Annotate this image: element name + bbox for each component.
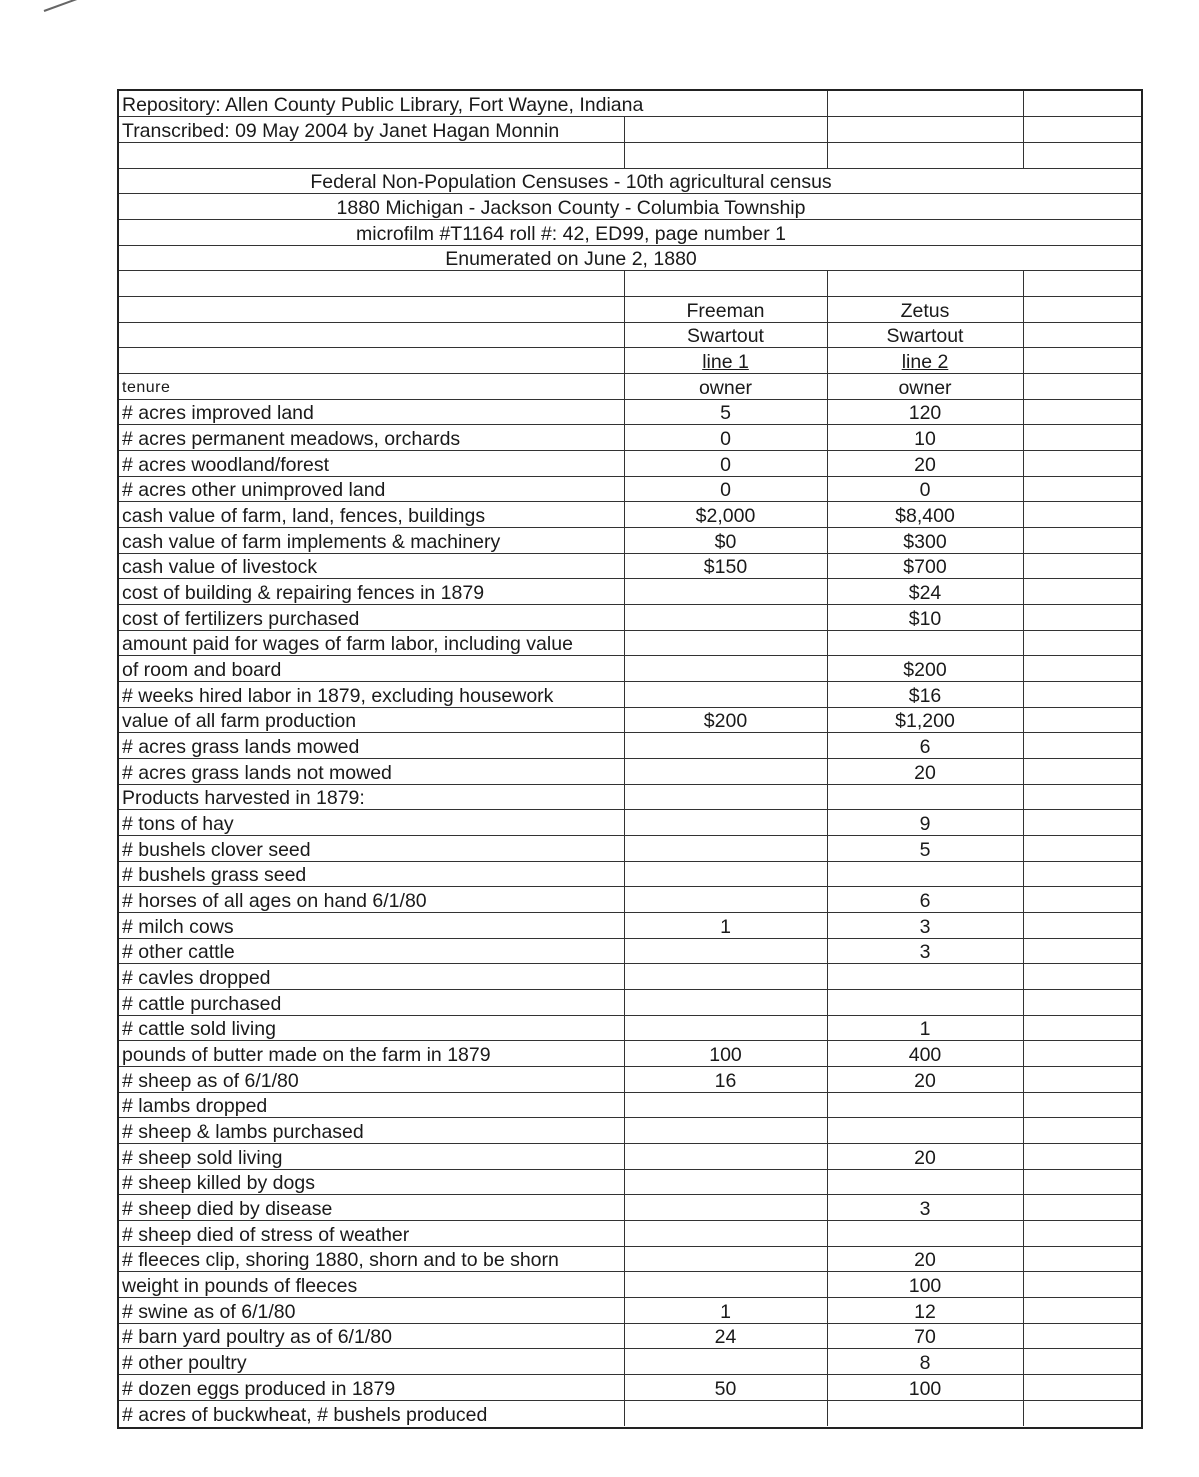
- empty-cell: [119, 142, 624, 168]
- value-zetus: 20: [827, 1246, 1023, 1272]
- empty-cell: [1023, 630, 1141, 656]
- spacer-row: [119, 142, 1141, 168]
- row-label: amount paid for wages of farm labor, including value: [119, 630, 624, 656]
- value-freeman: [624, 1118, 827, 1144]
- table-row: [119, 733, 1141, 759]
- row-label: # other poultry: [119, 1349, 624, 1375]
- column-header-line-row: [119, 348, 1141, 374]
- column-header-line-cell: [827, 348, 1023, 374]
- row-label: cash value of farm, land, fences, buildings: [119, 502, 624, 528]
- empty-cell: [1023, 835, 1141, 861]
- row-label: # sheep died of stress of weather: [119, 1221, 624, 1247]
- table-row: [119, 784, 1141, 810]
- row-label: # horses of all ages on hand 6/1/80: [119, 887, 624, 913]
- value-freeman: $0: [624, 527, 827, 553]
- empty-cell: [827, 117, 1023, 143]
- table-row: [119, 758, 1141, 784]
- empty-cell: [1023, 1400, 1141, 1426]
- row-label: cost of building & repairing fences in 1879: [119, 579, 624, 605]
- empty-cell: [1023, 913, 1141, 939]
- value-freeman: [624, 579, 827, 605]
- census-title: Federal Non-Population Censuses - 10th agricultural census: [119, 168, 1023, 194]
- row-label: # sheep sold living: [119, 1144, 624, 1170]
- row-label: cash value of farm implements & machinery: [119, 527, 624, 553]
- empty-cell: [1023, 784, 1141, 810]
- value-freeman: [624, 784, 827, 810]
- empty-cell: [1023, 553, 1141, 579]
- table-row: [119, 990, 1141, 1016]
- empty-cell: [1023, 1169, 1141, 1195]
- table-row: [119, 604, 1141, 630]
- empty-cell: [1023, 245, 1141, 271]
- table-row: [119, 913, 1141, 939]
- value-zetus: 3: [827, 938, 1023, 964]
- value-zetus: $10: [827, 604, 1023, 630]
- row-label: # cavles dropped: [119, 964, 624, 990]
- value-freeman: [624, 1246, 827, 1272]
- row-label: value of all farm production: [119, 707, 624, 733]
- scan-pen-mark: [44, 0, 103, 12]
- empty-cell: [1023, 296, 1141, 322]
- empty-cell: [1023, 527, 1141, 553]
- table-row: [119, 835, 1141, 861]
- value-freeman: $2,000: [624, 502, 827, 528]
- value-freeman: $150: [624, 553, 827, 579]
- table-row: [119, 1144, 1141, 1170]
- value-zetus: 10: [827, 425, 1023, 451]
- empty-cell: [1023, 1375, 1141, 1401]
- empty-cell: [827, 271, 1023, 297]
- row-label: # bushels clover seed: [119, 835, 624, 861]
- empty-cell: [624, 142, 827, 168]
- column-header-last-name-row: [119, 322, 1141, 348]
- empty-cell: [1023, 142, 1141, 168]
- row-label: tenure: [119, 373, 624, 399]
- transcribed-text: Transcribed: 09 May 2004 by Janet Hagan Monnin: [119, 117, 624, 143]
- row-label: pounds of butter made on the farm in 1879: [119, 1041, 624, 1067]
- value-zetus: 120: [827, 399, 1023, 425]
- empty-cell: [1023, 656, 1141, 682]
- value-freeman: [624, 681, 827, 707]
- table-row: [119, 1400, 1141, 1426]
- empty-cell: [1023, 604, 1141, 630]
- column-header-first-name: Zetus: [827, 296, 1023, 322]
- empty-cell: [119, 271, 624, 297]
- value-zetus: 20: [827, 758, 1023, 784]
- empty-cell: [119, 322, 624, 348]
- value-freeman: 0: [624, 450, 827, 476]
- row-label: # acres grass lands not mowed: [119, 758, 624, 784]
- table-row: [119, 1298, 1141, 1324]
- value-zetus: [827, 990, 1023, 1016]
- value-zetus: 5: [827, 835, 1023, 861]
- value-zetus: [827, 1169, 1023, 1195]
- empty-cell: [119, 296, 624, 322]
- value-zetus: $200: [827, 656, 1023, 682]
- census-table-body: [119, 91, 1141, 1426]
- value-zetus: [827, 1400, 1023, 1426]
- column-header-first-name-row: [119, 296, 1141, 322]
- value-freeman: [624, 656, 827, 682]
- table-row: [119, 1349, 1141, 1375]
- row-label: # bushels grass seed: [119, 861, 624, 887]
- value-zetus: $24: [827, 579, 1023, 605]
- empty-cell: [1023, 219, 1141, 245]
- column-header-line-cell: [624, 348, 827, 374]
- empty-cell: [1023, 322, 1141, 348]
- transcribed-row: [119, 117, 1141, 143]
- value-zetus: [827, 1221, 1023, 1247]
- microfilm-reference: microfilm #T1164 roll #: 42, ED99, page number 1: [119, 219, 1023, 245]
- row-label: weight in pounds of fleeces: [119, 1272, 624, 1298]
- table-row: [119, 527, 1141, 553]
- row-label: cash value of livestock: [119, 553, 624, 579]
- empty-cell: [1023, 681, 1141, 707]
- row-label: # other cattle: [119, 938, 624, 964]
- census-table: [119, 91, 1141, 1426]
- table-row: [119, 1118, 1141, 1144]
- empty-cell: [1023, 1349, 1141, 1375]
- value-freeman: 1: [624, 913, 827, 939]
- value-zetus: 400: [827, 1041, 1023, 1067]
- table-row: [119, 810, 1141, 836]
- value-zetus: 20: [827, 450, 1023, 476]
- empty-cell: [1023, 399, 1141, 425]
- table-row: [119, 579, 1141, 605]
- value-zetus: 6: [827, 887, 1023, 913]
- empty-cell: [1023, 733, 1141, 759]
- value-freeman: [624, 1015, 827, 1041]
- empty-cell: [1023, 450, 1141, 476]
- spacer-row: [119, 271, 1141, 297]
- empty-cell: [1023, 938, 1141, 964]
- row-label: # dozen eggs produced in 1879: [119, 1375, 624, 1401]
- empty-cell: [1023, 502, 1141, 528]
- column-header-last-name: Swartout: [827, 322, 1023, 348]
- row-label: # fleeces clip, shoring 1880, shorn and to be shorn: [119, 1246, 624, 1272]
- column-header-first-name: Freeman: [624, 296, 827, 322]
- table-row: [119, 1375, 1141, 1401]
- value-zetus: 100: [827, 1375, 1023, 1401]
- empty-cell: [1023, 168, 1141, 194]
- empty-cell: [1023, 861, 1141, 887]
- empty-cell: [1023, 579, 1141, 605]
- value-freeman: [624, 835, 827, 861]
- empty-cell: [1023, 1015, 1141, 1041]
- empty-cell: [1023, 373, 1141, 399]
- value-freeman: [624, 1092, 827, 1118]
- value-zetus: $16: [827, 681, 1023, 707]
- empty-cell: [1023, 91, 1141, 117]
- row-label: # acres grass lands mowed: [119, 733, 624, 759]
- value-freeman: 16: [624, 1067, 827, 1093]
- value-freeman: [624, 938, 827, 964]
- empty-cell: [1023, 1041, 1141, 1067]
- value-freeman: 0: [624, 425, 827, 451]
- table-row: [119, 1272, 1141, 1298]
- row-label: # cattle purchased: [119, 990, 624, 1016]
- enumeration-date: Enumerated on June 2, 1880: [119, 245, 1023, 271]
- row-label: of room and board: [119, 656, 624, 682]
- table-row: [119, 425, 1141, 451]
- row-label: # cattle sold living: [119, 1015, 624, 1041]
- value-freeman: $200: [624, 707, 827, 733]
- table-row: [119, 1092, 1141, 1118]
- column-header-last-name: Swartout: [624, 322, 827, 348]
- empty-cell: [1023, 964, 1141, 990]
- table-row: [119, 1041, 1141, 1067]
- row-label: # lambs dropped: [119, 1092, 624, 1118]
- empty-cell: [1023, 1144, 1141, 1170]
- value-zetus: owner: [827, 373, 1023, 399]
- value-zetus: 3: [827, 913, 1023, 939]
- empty-cell: [1023, 1323, 1141, 1349]
- value-freeman: [624, 758, 827, 784]
- title-row-4: [119, 245, 1141, 271]
- row-label: # sheep died by disease: [119, 1195, 624, 1221]
- table-row: [119, 476, 1141, 502]
- value-zetus: $1,200: [827, 707, 1023, 733]
- row-label: # acres woodland/forest: [119, 450, 624, 476]
- empty-cell: [1023, 194, 1141, 220]
- table-row: [119, 502, 1141, 528]
- table-row: [119, 1067, 1141, 1093]
- value-zetus: 9: [827, 810, 1023, 836]
- table-row: [119, 1169, 1141, 1195]
- census-location: 1880 Michigan - Jackson County - Columbia Township: [119, 194, 1023, 220]
- value-freeman: 50: [624, 1375, 827, 1401]
- value-zetus: [827, 1092, 1023, 1118]
- table-row: [119, 964, 1141, 990]
- value-freeman: [624, 1144, 827, 1170]
- value-freeman: [624, 604, 827, 630]
- value-freeman: [624, 1221, 827, 1247]
- empty-cell: [1023, 990, 1141, 1016]
- value-zetus: $8,400: [827, 502, 1023, 528]
- row-label: # barn yard poultry as of 6/1/80: [119, 1323, 624, 1349]
- empty-cell: [1023, 348, 1141, 374]
- row-label: # acres improved land: [119, 399, 624, 425]
- row-label: # sheep as of 6/1/80: [119, 1067, 624, 1093]
- table-row: [119, 1323, 1141, 1349]
- empty-cell: [1023, 887, 1141, 913]
- empty-cell: [1023, 271, 1141, 297]
- empty-cell: [1023, 1092, 1141, 1118]
- empty-cell: [1023, 758, 1141, 784]
- value-freeman: [624, 1195, 827, 1221]
- value-freeman: [624, 1272, 827, 1298]
- value-freeman: 100: [624, 1041, 827, 1067]
- column-header-line: line 2: [901, 350, 949, 373]
- empty-cell: [1023, 1272, 1141, 1298]
- value-zetus: 8: [827, 1349, 1023, 1375]
- value-freeman: [624, 990, 827, 1016]
- empty-cell: [1023, 117, 1141, 143]
- value-zetus: [827, 1118, 1023, 1144]
- value-freeman: [624, 1400, 827, 1426]
- empty-cell: [119, 348, 624, 374]
- table-row: [119, 553, 1141, 579]
- table-row: [119, 399, 1141, 425]
- empty-cell: [827, 91, 1023, 117]
- empty-cell: [827, 142, 1023, 168]
- row-label: # milch cows: [119, 913, 624, 939]
- value-freeman: [624, 810, 827, 836]
- value-zetus: [827, 784, 1023, 810]
- value-zetus: [827, 861, 1023, 887]
- row-label: # acres permanent meadows, orchards: [119, 425, 624, 451]
- census-transcription-sheet: [117, 89, 1143, 1429]
- row-label: # acres of buckwheat, # bushels produced: [119, 1400, 624, 1426]
- row-label: cost of fertilizers purchased: [119, 604, 624, 630]
- value-freeman: [624, 733, 827, 759]
- value-zetus: 20: [827, 1144, 1023, 1170]
- value-zetus: 100: [827, 1272, 1023, 1298]
- table-row: [119, 1246, 1141, 1272]
- empty-cell: [624, 117, 827, 143]
- value-freeman: [624, 1169, 827, 1195]
- value-freeman: [624, 1349, 827, 1375]
- repository-row: [119, 91, 1141, 117]
- table-row: [119, 630, 1141, 656]
- row-label: # swine as of 6/1/80: [119, 1298, 624, 1324]
- value-zetus: 70: [827, 1323, 1023, 1349]
- table-row: [119, 887, 1141, 913]
- row-label: Products harvested in 1879:: [119, 784, 624, 810]
- title-row-2: [119, 194, 1141, 220]
- empty-cell: [624, 271, 827, 297]
- table-row: [119, 861, 1141, 887]
- empty-cell: [1023, 476, 1141, 502]
- value-freeman: [624, 861, 827, 887]
- value-zetus: 3: [827, 1195, 1023, 1221]
- empty-cell: [1023, 1067, 1141, 1093]
- value-freeman: [624, 630, 827, 656]
- column-header-line: line 1: [702, 350, 749, 373]
- title-row-1: [119, 168, 1141, 194]
- table-row: [119, 450, 1141, 476]
- empty-cell: [1023, 707, 1141, 733]
- value-zetus: 1: [827, 1015, 1023, 1041]
- empty-cell: [1023, 1298, 1141, 1324]
- value-zetus: 0: [827, 476, 1023, 502]
- table-row: [119, 373, 1141, 399]
- empty-cell: [1023, 1221, 1141, 1247]
- table-row: [119, 1221, 1141, 1247]
- table-row: [119, 656, 1141, 682]
- repository-text: Repository: Allen County Public Library, Fort Wayne, Indiana: [119, 91, 827, 117]
- table-row: [119, 681, 1141, 707]
- row-label: # sheep killed by dogs: [119, 1169, 624, 1195]
- value-zetus: 6: [827, 733, 1023, 759]
- row-label: # acres other unimproved land: [119, 476, 624, 502]
- empty-cell: [1023, 1246, 1141, 1272]
- table-row: [119, 707, 1141, 733]
- value-zetus: 20: [827, 1067, 1023, 1093]
- value-zetus: $700: [827, 553, 1023, 579]
- empty-cell: [1023, 425, 1141, 451]
- empty-cell: [1023, 810, 1141, 836]
- value-freeman: 0: [624, 476, 827, 502]
- title-row-3: [119, 219, 1141, 245]
- value-freeman: [624, 964, 827, 990]
- value-zetus: [827, 630, 1023, 656]
- row-label: # weeks hired labor in 1879, excluding housework: [119, 681, 624, 707]
- value-freeman: owner: [624, 373, 827, 399]
- empty-cell: [1023, 1118, 1141, 1144]
- empty-cell: [1023, 1195, 1141, 1221]
- value-freeman: 24: [624, 1323, 827, 1349]
- table-row: [119, 938, 1141, 964]
- value-zetus: $300: [827, 527, 1023, 553]
- value-freeman: [624, 887, 827, 913]
- value-zetus: 12: [827, 1298, 1023, 1324]
- row-label: # tons of hay: [119, 810, 624, 836]
- value-freeman: 1: [624, 1298, 827, 1324]
- value-zetus: [827, 964, 1023, 990]
- table-row: [119, 1015, 1141, 1041]
- table-row: [119, 1195, 1141, 1221]
- value-freeman: 5: [624, 399, 827, 425]
- row-label: # sheep & lambs purchased: [119, 1118, 624, 1144]
